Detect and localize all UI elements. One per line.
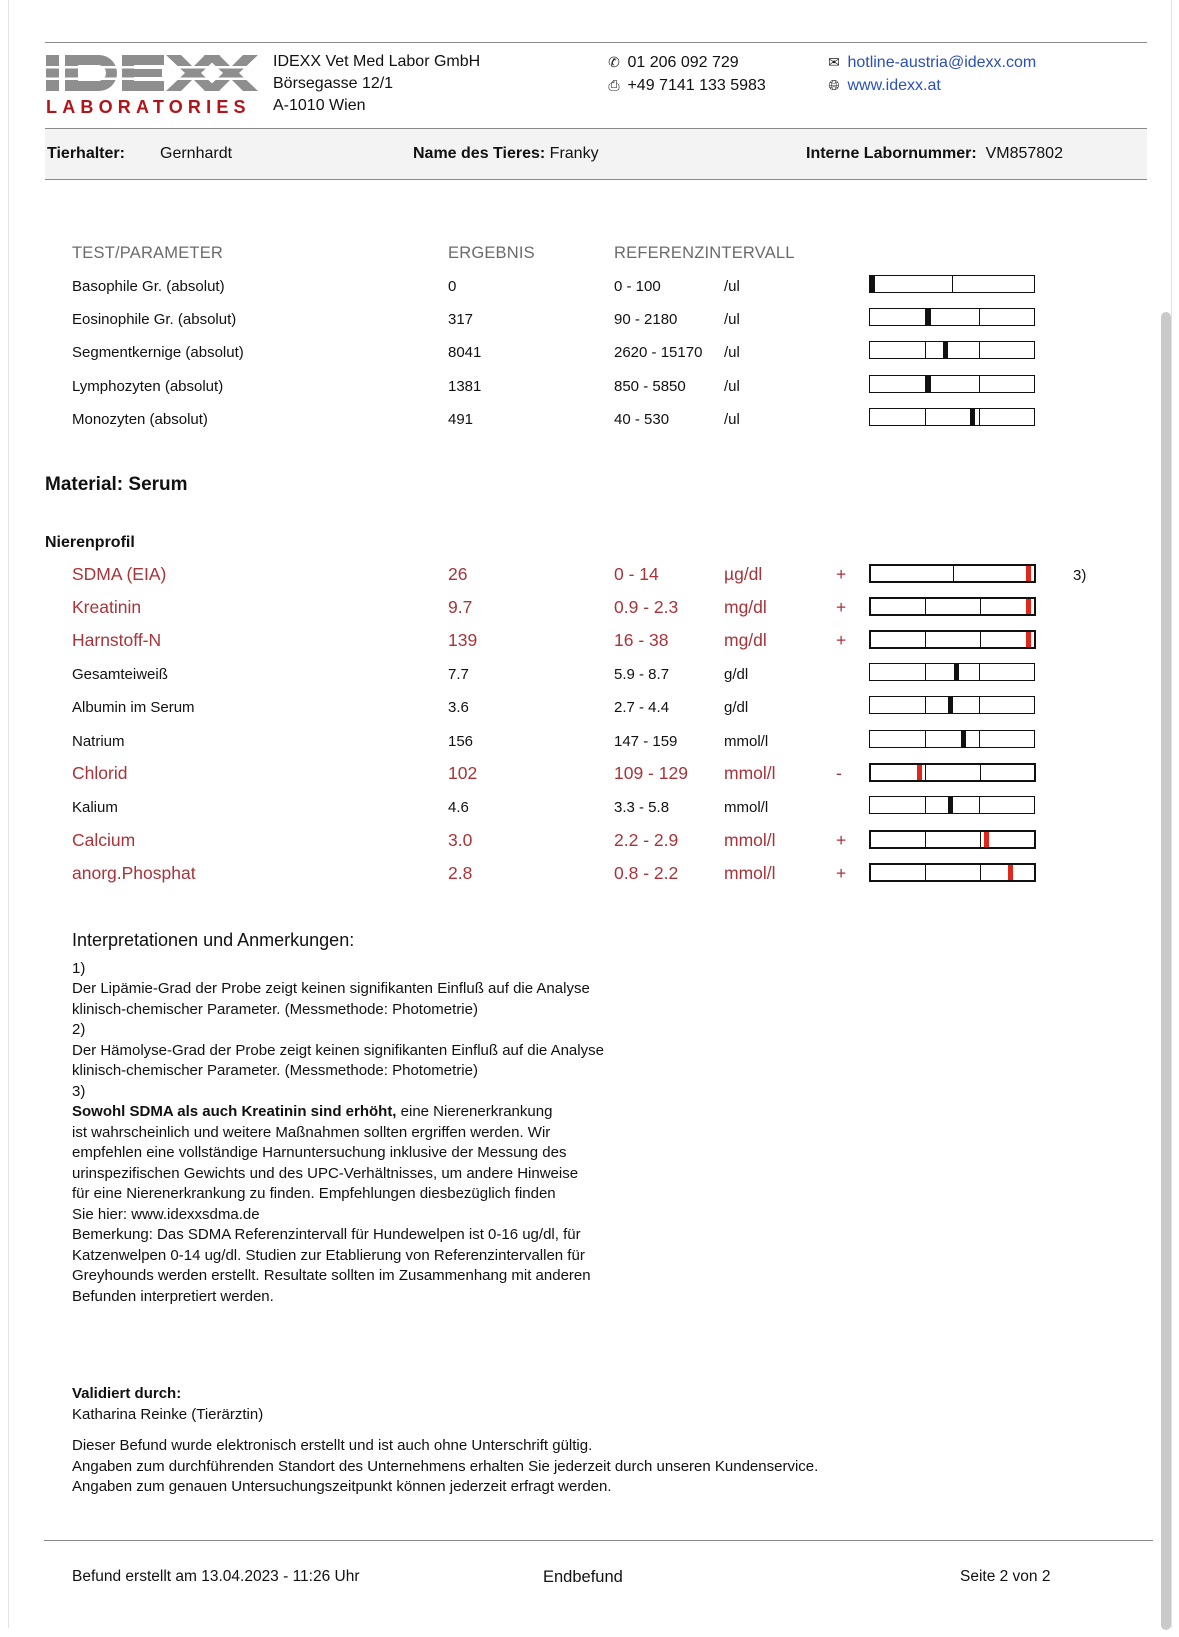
report-created: Befund erstellt am 13.04.2023 - 11:26 Uhr — [72, 1568, 360, 1585]
result-value: 3.0 — [448, 830, 473, 850]
unit: /ul — [724, 410, 740, 428]
unit: mmol/l — [724, 863, 776, 883]
reference-range-bar — [869, 630, 1036, 649]
result-row — [9, 632, 1109, 662]
range-bar-tick — [925, 664, 926, 680]
unit: /ul — [724, 377, 740, 395]
validation-label: Validiert durch: — [72, 1385, 182, 1402]
profile-heading: Nierenprofil — [45, 534, 135, 551]
result-value: 9.7 — [448, 597, 473, 617]
fax-icon: ⎙ — [608, 77, 620, 93]
unit: g/dl — [724, 699, 749, 716]
logo-subtitle: LABORATORIES — [46, 97, 251, 117]
unit: mmol/l — [724, 763, 776, 783]
result-marker — [948, 697, 953, 713]
disclaimer-line1: Dieser Befund wurde elektronisch erstellt und ist auch ohne Unterschrift gültig. — [72, 1437, 593, 1454]
result-row — [9, 699, 1109, 729]
test-name: Basophile Gr. (absolut) — [72, 278, 225, 295]
result-value: 26 — [448, 564, 468, 584]
result-marker — [917, 765, 922, 780]
header-top-rule — [45, 42, 1147, 43]
unit: g/dl — [724, 666, 749, 683]
lab-street: Börsegasse 12/1 — [273, 75, 394, 92]
result-marker — [970, 409, 975, 425]
test-name: Albumin im Serum — [72, 699, 195, 716]
result-row — [9, 799, 1109, 829]
result-marker — [926, 309, 931, 325]
reference-range-bar — [869, 663, 1035, 681]
reference-range: 109 - 129 — [614, 763, 688, 783]
unit: mg/dl — [724, 630, 767, 650]
result-value: 4.6 — [448, 799, 469, 816]
result-marker — [961, 731, 966, 747]
reference-range-bar — [869, 830, 1036, 849]
range-bar-tick — [925, 832, 926, 847]
reference-range: 0 - 100 — [614, 278, 661, 295]
range-bar-tick — [925, 697, 926, 713]
result-row — [9, 566, 1109, 596]
reference-range-bar — [869, 763, 1036, 782]
result-row — [9, 278, 1109, 308]
footnote-ref: 3) — [1073, 567, 1087, 584]
reference-range-bar — [869, 863, 1036, 882]
abnormal-flag: + — [836, 630, 847, 650]
test-name: Segmentkernige (absolut) — [72, 344, 244, 362]
result-marker — [943, 342, 948, 358]
note-3-line1: eine Nierenerkrankung — [396, 1103, 553, 1120]
unit: /ul — [724, 311, 740, 329]
result-marker — [954, 664, 959, 680]
range-bar-tick — [925, 342, 926, 358]
note-3-bold: Sowohl SDMA als auch Kreatinin sind erhöht, — [72, 1103, 397, 1120]
material-heading: Material: Serum — [45, 474, 188, 495]
reference-range: 2.7 - 4.4 — [614, 699, 670, 716]
range-bar-tick — [979, 664, 980, 680]
range-bar-tick — [925, 797, 926, 813]
animal-name: Franky — [549, 145, 599, 162]
abnormal-flag: + — [836, 597, 847, 617]
reference-range-bar — [869, 408, 1035, 426]
result-row — [9, 865, 1109, 895]
range-bar-tick — [980, 632, 981, 647]
reference-range: 147 - 159 — [614, 733, 678, 750]
reference-range-bar — [869, 796, 1035, 814]
result-marker — [1026, 599, 1031, 614]
note-3-line3: empfehlen eine vollständige Harnuntersuchung inklusive der Messung des — [72, 1144, 567, 1161]
abnormal-flag: + — [836, 564, 847, 584]
result-marker — [948, 797, 953, 813]
note-3-line4: urinspezifischen Gewichts und des UPC-Verhältnisses, um andere Hinweise — [72, 1164, 579, 1182]
abnormal-flag: + — [836, 863, 847, 883]
reference-range-bar — [869, 275, 1035, 293]
report-status: Endbefund — [543, 1568, 623, 1586]
lab-address — [273, 51, 480, 117]
note-2-line2: klinisch-chemischer Parameter. (Messmethode: Photometrie) — [72, 1062, 478, 1079]
result-value: 317 — [448, 311, 474, 329]
idexx-logo-wordmark — [46, 53, 258, 95]
abnormal-flag: + — [836, 830, 847, 850]
test-name: Calcium — [72, 830, 136, 850]
range-bar-tick — [980, 865, 981, 880]
test-name: Kalium — [72, 799, 118, 816]
test-name: Kreatinin — [72, 597, 142, 617]
disclaimer-line2: Angaben zum durchführenden Standort des Unternehmens erhalten Sie jederzeit durch unseren Kundenservice. — [72, 1457, 819, 1475]
col-reference-header: REFERENZINTERVALL — [614, 244, 795, 262]
test-name: SDMA (EIA) — [72, 564, 167, 584]
note-1-line1: Der Lipämie-Grad der Probe zeigt keinen signifikanten Einfluß auf die Analyse — [72, 980, 590, 997]
lab-web-link[interactable]: www.idexx.at — [847, 77, 941, 94]
unit: /ul — [724, 344, 740, 362]
reference-range: 850 - 5850 — [614, 377, 686, 395]
range-bar-tick — [979, 342, 980, 358]
note-3-line9: Greyhounds werden erstellt. Resultate sollten im Zusammenhang mit anderen — [72, 1267, 591, 1284]
result-row — [9, 733, 1109, 763]
result-value: 2.8 — [448, 863, 473, 883]
lab-contact-online — [825, 51, 1036, 97]
reference-range: 16 - 38 — [614, 630, 669, 650]
reference-range-bar — [869, 375, 1035, 393]
note-2-line1: Der Hämolyse-Grad der Probe zeigt keinen signifikanten Einfluß auf die Analyse — [72, 1041, 604, 1059]
note-3-line2: ist wahrscheinlich und weitere Maßnahmen sollten ergriffen werden. Wir — [72, 1123, 551, 1141]
abnormal-flag: - — [836, 763, 842, 783]
test-name: Harnstoff-N — [72, 630, 162, 650]
result-value: 139 — [448, 630, 478, 650]
reference-range-bar — [869, 696, 1035, 714]
disclaimer-line3: Angaben zum genauen Untersuchungszeitpunkt können jederzeit erfragt werden. — [72, 1478, 612, 1495]
test-name: Gesamteiweiß — [72, 666, 168, 683]
mail-icon: ✉ — [828, 54, 840, 70]
idexx-logo — [46, 53, 258, 118]
range-bar-tick — [925, 865, 926, 880]
globe-icon: 🌐︎ — [828, 77, 840, 93]
range-bar-tick — [925, 731, 926, 747]
reference-range-bar — [869, 341, 1035, 359]
result-row — [9, 411, 1109, 441]
result-value: 7.7 — [448, 666, 469, 683]
lab-contact-phone — [605, 51, 766, 97]
unit: /ul — [724, 278, 740, 295]
test-name: Monozyten (absolut) — [72, 410, 208, 428]
result-marker — [984, 832, 989, 847]
range-bar-tick — [925, 599, 926, 614]
result-value: 491 — [448, 410, 474, 428]
range-bar-tick — [980, 765, 981, 780]
test-name: Natrium — [72, 733, 125, 750]
note-3-line8: Katzenwelpen 0-14 ug/dl. Studien zur Etablierung von Referenzintervallen für — [72, 1246, 585, 1264]
phone-icon: ✆ — [608, 54, 620, 70]
unit: mmol/l — [724, 799, 769, 816]
result-marker — [870, 276, 875, 292]
reference-range-bar — [869, 308, 1035, 326]
interpretation-notes — [72, 930, 604, 1307]
test-name: Eosinophile Gr. (absolut) — [72, 311, 237, 329]
note-3-label: 3) — [72, 1082, 86, 1100]
result-marker — [1026, 566, 1031, 581]
result-marker — [1026, 632, 1031, 647]
lab-name: IDEXX Vet Med Labor GmbH — [273, 53, 481, 70]
result-value: 1381 — [448, 377, 482, 395]
reference-range-bar — [869, 597, 1036, 616]
range-bar-tick — [979, 409, 980, 425]
result-marker — [926, 376, 931, 392]
page-number: Seite 2 von 2 — [960, 1568, 1051, 1585]
result-row — [9, 832, 1109, 862]
result-marker — [1008, 865, 1013, 880]
col-test-header: TEST/PARAMETER — [72, 244, 224, 262]
range-bar-tick — [980, 832, 981, 847]
test-name: anorg.Phosphat — [72, 863, 196, 883]
col-result-header: ERGEBNIS — [448, 244, 535, 262]
lab-email-link[interactable]: hotline-austria@idexx.com — [847, 54, 1037, 71]
note-1-label: 1) — [72, 959, 86, 977]
owner-name: Gernhardt — [160, 145, 233, 162]
reference-range-bar — [869, 564, 1036, 583]
range-bar-tick — [980, 599, 981, 614]
result-value: 156 — [448, 733, 474, 750]
result-row — [9, 599, 1109, 629]
reference-range: 40 - 530 — [614, 410, 670, 428]
range-bar-tick — [979, 697, 980, 713]
range-bar-tick — [925, 409, 926, 425]
lab-fax: +49 7141 133 5983 — [627, 77, 766, 94]
result-value: 0 — [448, 278, 457, 295]
note-3-line5: für eine Nierenerkrankung zu finden. Empfehlungen diesbezüglich finden — [72, 1185, 556, 1202]
result-row — [9, 765, 1109, 795]
unit: µg/dl — [724, 564, 763, 584]
note-1-line2: klinisch-chemischer Parameter. (Messmethode: Photometrie) — [72, 1000, 478, 1018]
lab-phone[interactable]: 01 206 092 729 — [627, 54, 739, 71]
vertical-scrollbar[interactable] — [1161, 312, 1171, 1630]
validation-block — [72, 1384, 818, 1498]
patient-info-bar — [45, 128, 1147, 180]
range-bar-tick — [979, 797, 980, 813]
range-bar-tick — [925, 632, 926, 647]
reference-range: 2620 - 15170 — [614, 344, 703, 362]
reference-range: 0 - 14 — [614, 564, 659, 584]
unit: mmol/l — [724, 830, 776, 850]
note-2-label: 2) — [72, 1021, 86, 1038]
result-value: 3.6 — [448, 699, 469, 716]
result-row — [9, 311, 1109, 341]
unit: mg/dl — [724, 597, 767, 617]
reference-range-bar — [869, 730, 1035, 748]
footer-rule — [44, 1540, 1153, 1541]
labno-label: Interne Labornummer: — [806, 145, 977, 162]
result-row — [9, 666, 1109, 696]
reference-range: 5.9 - 8.7 — [614, 666, 670, 683]
range-bar-tick — [925, 765, 926, 780]
validator-name: Katharina Reinke (Tierärztin) — [72, 1405, 264, 1423]
result-value: 8041 — [448, 344, 482, 362]
range-bar-tick — [979, 309, 980, 325]
range-bar-tick — [979, 731, 980, 747]
reference-range: 0.8 - 2.2 — [614, 863, 679, 883]
reference-range: 90 - 2180 — [614, 311, 678, 329]
note-3-line7: Bemerkung: Das SDMA Referenzintervall für Hundewelpen ist 0-16 ug/dl, für — [72, 1226, 581, 1243]
notes-heading: Interpretationen und Anmerkungen: — [72, 930, 355, 950]
lab-city: A-1010 Wien — [273, 97, 366, 114]
range-bar-tick — [979, 376, 980, 392]
owner-label: Tierhalter: — [47, 145, 125, 162]
range-bar-tick — [952, 276, 953, 292]
animal-label: Name des Tieres: — [413, 145, 546, 162]
labno-value: VM857802 — [985, 145, 1063, 162]
reference-range: 3.3 - 5.8 — [614, 799, 670, 816]
result-row — [9, 378, 1109, 408]
unit: mmol/l — [724, 733, 769, 750]
result-row — [9, 344, 1109, 374]
range-bar-tick — [953, 566, 954, 581]
note-3-line10: Befunden interpretiert werden. — [72, 1287, 274, 1305]
note-3-line6: Sie hier: www.idexxsdma.de — [72, 1205, 260, 1223]
reference-range: 0.9 - 2.3 — [614, 597, 679, 617]
result-value: 102 — [448, 763, 478, 783]
test-name: Chlorid — [72, 763, 128, 783]
report-page — [8, 0, 1172, 1628]
test-name: Lymphozyten (absolut) — [72, 377, 224, 395]
reference-range: 2.2 - 2.9 — [614, 830, 679, 850]
